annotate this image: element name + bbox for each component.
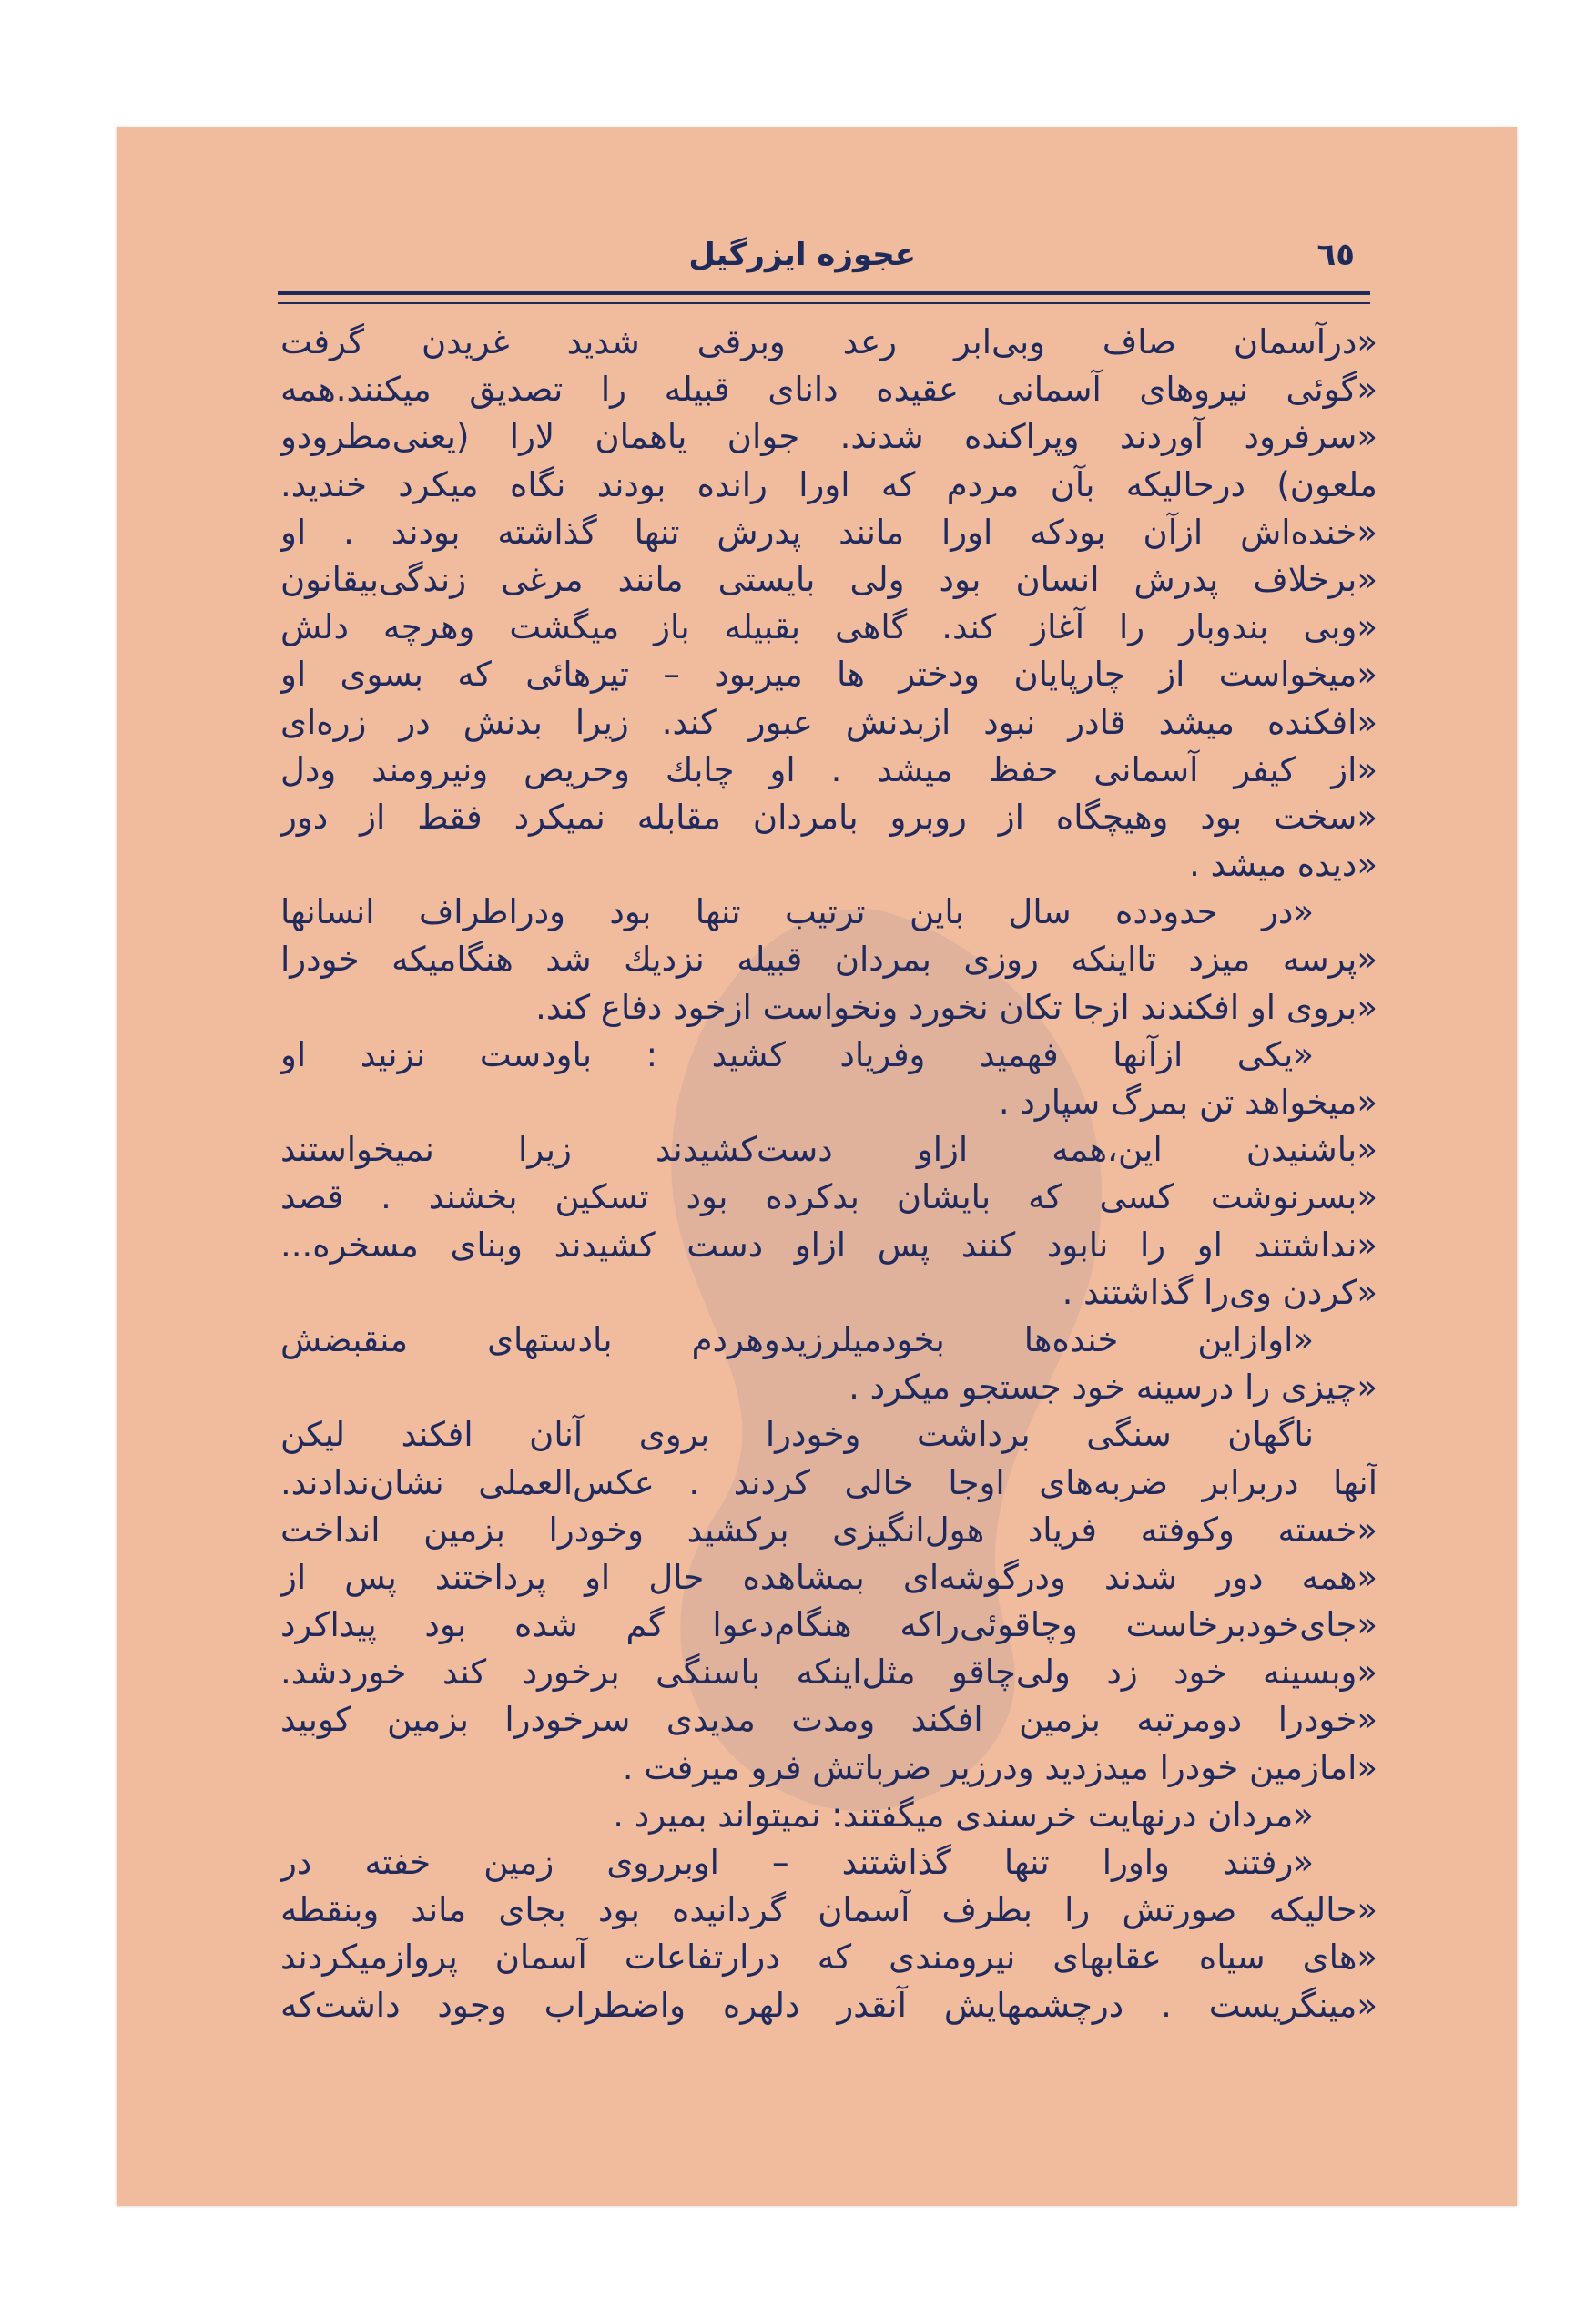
text-line: «اوازاین خنده‌ها بخودمیلرزیدوهردم بادستهای منقبضش xyxy=(280,1319,1314,1359)
page-number: ٦٥ xyxy=(1316,237,1355,273)
text-line: «امازمین خودرا میدزدید ودرزیر ضرباتش فرو میرفت . xyxy=(622,1747,1377,1787)
text-line: «در حدودده سال باین ترتیب تنها بود ودراطراف انسانها xyxy=(280,892,1314,932)
text-line: «درآسمان صاف وبی‌ابر رعد وبرقی شدید غریدن گرفت xyxy=(280,322,1377,361)
text-line: «مردان درنهایت خرسندی میگفتند: نمیتواند بمیرد . xyxy=(613,1795,1314,1835)
text-line: «میخواست از چارپایان ودختر ها میربود – تیرهائی که بسوی او xyxy=(280,655,1377,695)
text-line: «حالیکه صورتش را بطرف آسمان گردانیده بود بجای ماند وبنقطه xyxy=(280,1890,1377,1930)
text-line: «همه دور شدند ودرگوشه‌ای بمشاهده حال او پرداختند پس از xyxy=(280,1557,1377,1597)
text-line: «وبی بندوبار را آغاز کند. گاهی بقبیله باز میگشت وهرچه دلش xyxy=(280,607,1377,647)
text-line: «باشنیدن این،همه ازاو دست‌کشیدند زیرا نمیخواستند xyxy=(280,1130,1377,1170)
text-line: «بسرنوشت کسی که بایشان بدکرده بود تسکین بخشند . قصد xyxy=(280,1177,1377,1217)
text-line: «گوئی نیروهای آسمانی عقیده دانای قبیله را تصدیق میکنند.همه xyxy=(280,370,1377,410)
text-line: «خنده‌اش ازآن بودکه اورا مانند پدرش تنها گذاشته بودند . او xyxy=(280,512,1377,552)
text-line: «از کیفر آسمانی حفظ میشد . او چابك وحریص ونیرومند ودل xyxy=(280,749,1377,789)
text-line: ناگهان سنگی برداشت وخودرا بروی آنان افکند لیکن xyxy=(280,1415,1314,1455)
text-line: «یکی ازآنها فهمید وفریاد کشید : باودست نزنید او xyxy=(280,1034,1314,1074)
header-rule xyxy=(278,291,1370,304)
text-line: «پرسه میزد تااینکه روزی بمردان قبیله نزدیك شد هنگامیکه خودرا xyxy=(280,940,1377,980)
running-title: عجوزه ایزرگیل xyxy=(688,237,916,273)
text-line: ملعون) درحالیکه بآن مردم که اورا رانده بودند نگاه میکرد خندید. xyxy=(280,464,1377,504)
text-line: «کردن وی‌را گذاشتند . xyxy=(1062,1272,1377,1312)
text-line: «برخلاف پدرش انسان بود ولی بایستی مانند مرغی زندگی‌بیقانون xyxy=(280,559,1377,599)
text-line: «سخت بود وهیچگاه از روبرو بامردان مقابله نمیکرد فقط از دور xyxy=(280,797,1377,837)
text-line: «سرفرود آوردند وپراکنده شدند. جوان یاهمان لارا (یعنی‌مطرودو xyxy=(280,417,1377,457)
text-line: «نداشتند او را نابود کنند پس ازاو دست کشیدند وبنای مسخره... xyxy=(280,1225,1377,1265)
text-line: «میخواهد تن بمرگ سپارد . xyxy=(998,1083,1377,1122)
text-line: «افکنده میشد قادر نبود ازبدنش عبور کند. زیرا بدنش در زره‌ای xyxy=(280,702,1377,742)
text-line: «رفتند واورا تنها گذاشتند – اوبرروی زمین خفته در xyxy=(280,1843,1314,1882)
text-line: «دیده میشد . xyxy=(1189,845,1377,885)
text-line: «وبسینه خود زد ولی‌چاقو مثل‌اینکه باسنگی برخورد کند خوردشد. xyxy=(280,1653,1377,1693)
page-header xyxy=(117,228,1517,291)
body-text xyxy=(280,319,1377,2029)
text-line: «جای‌خودبرخاست وچاقوئی‌راکه هنگام‌دعوا گم شده بود پیداکرد xyxy=(280,1605,1377,1645)
text-line: «های سیاه عقابهای نیرومندی که درارتفاعات آسمان پروازمیکردند xyxy=(280,1938,1377,1978)
text-line: «بروی او افکندند ازجا تکان نخورد ونخواست ازخود دفاع کند. xyxy=(535,987,1377,1027)
text-line: «چیزی را درسینه خود جستجو میکرد . xyxy=(849,1368,1377,1408)
text-line: «مینگریست . درچشمهایش آنقدر دلهره واضطراب وجود داشت‌که xyxy=(280,1985,1377,2025)
book-page xyxy=(117,127,1517,2206)
text-line: «خودرا دومرتبه بزمین افکند ومدت مدیدی سرخودرا بزمین کوبید xyxy=(280,1700,1377,1740)
text-line: آنها دربرابر ضربه‌های اوجا خالی کردند . عکس‌العملی نشان‌ندادند. xyxy=(280,1462,1377,1502)
text-line: «خسته وکوفته فریاد هول‌انگیزی برکشید وخودرا بزمین انداخت xyxy=(280,1510,1377,1550)
